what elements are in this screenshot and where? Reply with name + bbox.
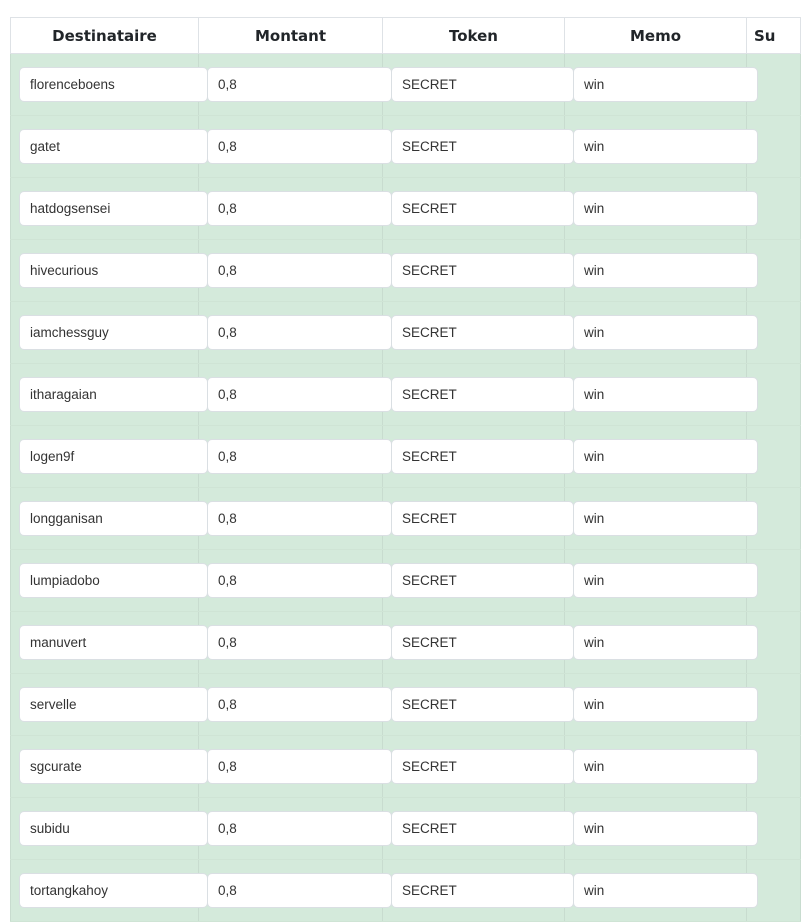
amount-input[interactable]: 0,8 xyxy=(207,811,392,846)
table-row xyxy=(11,736,801,798)
recipient-input[interactable]: itharagaian xyxy=(19,377,208,412)
amount-input[interactable]: 0,8 xyxy=(207,625,392,660)
amount-cell xyxy=(199,54,383,116)
memo-cell xyxy=(565,426,747,488)
table-body xyxy=(11,54,801,922)
table-row xyxy=(11,240,801,302)
recipient-cell xyxy=(11,178,199,240)
table-row xyxy=(11,426,801,488)
recipient-cell xyxy=(11,364,199,426)
recipient-input[interactable]: hivecurious xyxy=(19,253,208,288)
recipient-cell xyxy=(11,612,199,674)
recipient-input[interactable]: tortangkahoy xyxy=(19,873,208,908)
amount-cell xyxy=(199,550,383,612)
recipient-cell xyxy=(11,860,199,922)
recipient-input[interactable]: florenceboens xyxy=(19,67,208,102)
recipient-cell xyxy=(11,674,199,736)
token-input[interactable]: SECRET xyxy=(391,377,574,412)
table-row xyxy=(11,550,801,612)
token-cell xyxy=(383,488,565,550)
memo-input[interactable]: win xyxy=(573,315,758,350)
recipient-input[interactable]: servelle xyxy=(19,687,208,722)
memo-input[interactable]: win xyxy=(573,191,758,226)
memo-input[interactable]: win xyxy=(573,749,758,784)
token-input[interactable]: SECRET xyxy=(391,315,574,350)
amount-input[interactable]: 0,8 xyxy=(207,191,392,226)
amount-input[interactable]: 0,8 xyxy=(207,749,392,784)
amount-cell xyxy=(199,736,383,798)
memo-cell xyxy=(565,550,747,612)
memo-input[interactable]: win xyxy=(573,811,758,846)
table-row xyxy=(11,488,801,550)
amount-input[interactable]: 0,8 xyxy=(207,67,392,102)
recipient-cell xyxy=(11,550,199,612)
header-recipient: Destinataire xyxy=(11,18,199,54)
recipient-cell xyxy=(11,736,199,798)
recipient-input[interactable]: gatet xyxy=(19,129,208,164)
memo-cell xyxy=(565,736,747,798)
memo-cell xyxy=(565,612,747,674)
token-cell xyxy=(383,612,565,674)
token-cell xyxy=(383,674,565,736)
token-input[interactable]: SECRET xyxy=(391,625,574,660)
table-row xyxy=(11,116,801,178)
recipient-input[interactable]: subidu xyxy=(19,811,208,846)
token-input[interactable]: SECRET xyxy=(391,129,574,164)
header-amount: Montant xyxy=(199,18,383,54)
token-input[interactable]: SECRET xyxy=(391,439,574,474)
memo-input[interactable]: win xyxy=(573,687,758,722)
recipient-input[interactable]: longganisan xyxy=(19,501,208,536)
token-cell xyxy=(383,240,565,302)
header-truncated: Su xyxy=(747,18,801,54)
header-row xyxy=(11,18,801,54)
token-input[interactable]: SECRET xyxy=(391,191,574,226)
memo-input[interactable]: win xyxy=(573,625,758,660)
memo-input[interactable]: win xyxy=(573,501,758,536)
amount-cell xyxy=(199,798,383,860)
recipient-input[interactable]: sgcurate xyxy=(19,749,208,784)
token-cell xyxy=(383,860,565,922)
amount-input[interactable]: 0,8 xyxy=(207,315,392,350)
memo-input[interactable]: win xyxy=(573,67,758,102)
memo-input[interactable]: win xyxy=(573,563,758,598)
table-row xyxy=(11,860,801,922)
token-input[interactable]: SECRET xyxy=(391,501,574,536)
table-row xyxy=(11,798,801,860)
table-header xyxy=(11,18,801,54)
memo-cell xyxy=(565,116,747,178)
amount-input[interactable]: 0,8 xyxy=(207,253,392,288)
recipient-cell xyxy=(11,116,199,178)
memo-cell xyxy=(565,364,747,426)
table-row xyxy=(11,612,801,674)
table-row xyxy=(11,178,801,240)
memo-cell xyxy=(565,798,747,860)
transfer-table-container xyxy=(10,17,776,906)
token-cell xyxy=(383,364,565,426)
header-token: Token xyxy=(383,18,565,54)
token-input[interactable]: SECRET xyxy=(391,749,574,784)
amount-input[interactable]: 0,8 xyxy=(207,129,392,164)
recipient-cell xyxy=(11,426,199,488)
token-input[interactable]: SECRET xyxy=(391,811,574,846)
amount-input[interactable]: 0,8 xyxy=(207,501,392,536)
recipient-cell xyxy=(11,798,199,860)
memo-cell xyxy=(565,488,747,550)
memo-input[interactable]: win xyxy=(573,129,758,164)
amount-input[interactable]: 0,8 xyxy=(207,687,392,722)
table-row xyxy=(11,674,801,736)
amount-input[interactable]: 0,8 xyxy=(207,563,392,598)
token-cell xyxy=(383,550,565,612)
token-input[interactable]: SECRET xyxy=(391,873,574,908)
amount-cell xyxy=(199,116,383,178)
recipient-input[interactable]: manuvert xyxy=(19,625,208,660)
token-input[interactable]: SECRET xyxy=(391,253,574,288)
memo-cell xyxy=(565,240,747,302)
table-row xyxy=(11,364,801,426)
token-input[interactable]: SECRET xyxy=(391,563,574,598)
recipient-input[interactable]: lumpiadobo xyxy=(19,563,208,598)
recipient-cell xyxy=(11,302,199,364)
recipient-cell xyxy=(11,488,199,550)
amount-cell xyxy=(199,302,383,364)
token-cell xyxy=(383,116,565,178)
amount-cell xyxy=(199,612,383,674)
token-cell xyxy=(383,426,565,488)
amount-input[interactable]: 0,8 xyxy=(207,873,392,908)
memo-input[interactable]: win xyxy=(573,873,758,908)
amount-cell xyxy=(199,860,383,922)
memo-cell xyxy=(565,860,747,922)
recipient-input[interactable]: hatdogsensei xyxy=(19,191,208,226)
amount-cell xyxy=(199,178,383,240)
amount-input[interactable]: 0,8 xyxy=(207,377,392,412)
amount-cell xyxy=(199,674,383,736)
transfer-table xyxy=(10,17,801,922)
amount-cell xyxy=(199,240,383,302)
token-cell xyxy=(383,178,565,240)
recipient-input[interactable]: logen9f xyxy=(19,439,208,474)
token-cell xyxy=(383,798,565,860)
table-row xyxy=(11,54,801,116)
token-input[interactable]: SECRET xyxy=(391,67,574,102)
recipient-input[interactable]: iamchessguy xyxy=(19,315,208,350)
table-row xyxy=(11,302,801,364)
header-memo: Memo xyxy=(565,18,747,54)
token-cell xyxy=(383,302,565,364)
memo-cell xyxy=(565,302,747,364)
token-cell xyxy=(383,54,565,116)
recipient-cell xyxy=(11,54,199,116)
amount-cell xyxy=(199,426,383,488)
memo-cell xyxy=(565,674,747,736)
memo-input[interactable]: win xyxy=(573,253,758,288)
memo-cell xyxy=(565,54,747,116)
amount-input[interactable]: 0,8 xyxy=(207,439,392,474)
memo-input[interactable]: win xyxy=(573,439,758,474)
amount-cell xyxy=(199,364,383,426)
memo-cell xyxy=(565,178,747,240)
token-cell xyxy=(383,736,565,798)
amount-cell xyxy=(199,488,383,550)
memo-input[interactable]: win xyxy=(573,377,758,412)
recipient-cell xyxy=(11,240,199,302)
token-input[interactable]: SECRET xyxy=(391,687,574,722)
